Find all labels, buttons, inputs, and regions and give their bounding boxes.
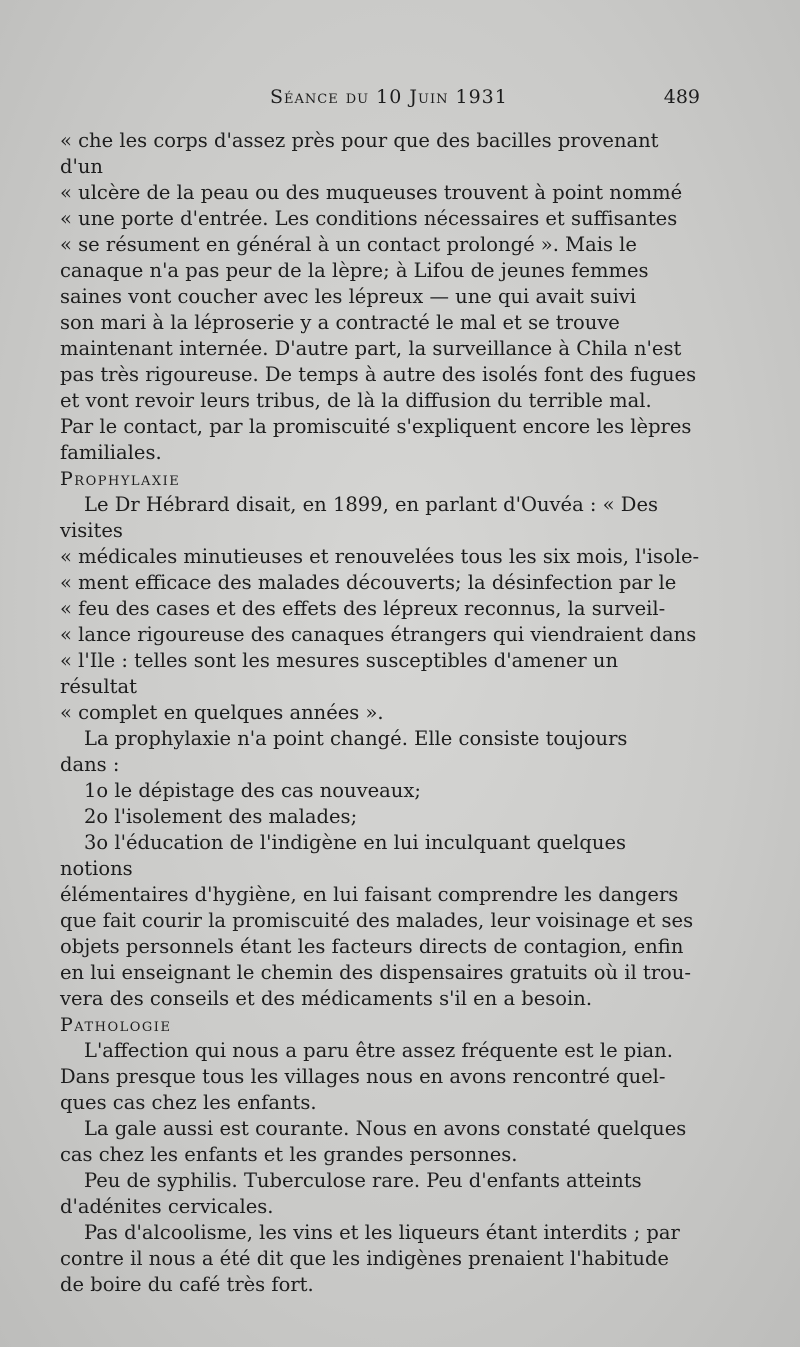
pathologie-paragraph-3: Peu de syphilis. Tuberculose rare. Peu d'enfants atteints d'adénites cervicales. [60,1169,642,1218]
list-item-3: 3o l'éducation de l'indigène en lui inculquant quelques notions élémentaires d'hygiène, en lui faisant comprendre les dangers que fait courir la promiscuité des malades, leur voisinage et ses objets personnels étant les facteurs directs de contagion, enfin en lui enseignant le chemin des dispensaires gratuits où il trou- vera des conseils et des médicaments s'il en a besoin. [60,831,694,1010]
list-item-2: 2o l'isolement des malades; [84,805,358,828]
paragraph-continuation: « che les corps d'assez près pour que des bacilles provenant d'un « ulcère de la peau ou des muqueuses trouvent à point nommé « une porte d'entrée. Les conditions nécessaires et suffisantes « se résument en général à un contact prolongé ». Mais le canaque n'a pas peur de la lèpre; à Lifou de jeunes femmes saines vont coucher avec les lépreux — une qui avait suivi son mari à la léproserie y a contracté le mal et se trouve maintenant internée. D'autre part, la surveillance à Chila n'est pas très rigoureuse. De temps à autre des isolés font des fugues et vont revoir leurs tribus, de là la diffusion du terrible mal. Par le contact, par la promiscuité s'expliquent encore les lèpres familiales. [60,129,697,464]
quote-hebrard: Le Dr Hébrard disait, en 1899, en parlant d'Ouvéa : « Des visites « médicales minutieuses et renouvelées tous les six mois, l'isole- « ment efficace des malades découverts; la désinfection par le « feu des cases et des effets des lépreux reconnus, la surveil- « lance rigoureuse des canaques étrangers qui viendraient dans « l'Ile : telles sont les mesures susceptibles d'amener un résultat « complet en quelques années ». [60,493,700,724]
list-item-1: 1o le dépistage des cas nouveaux; [84,779,421,802]
page-header [60,86,700,116]
section-heading-pathologie: Pathologie [60,1014,172,1036]
pathologie-paragraph-2: La gale aussi est courante. Nous en avons constaté quelques cas chez les enfants et les grandes personnes. [60,1117,687,1166]
running-title: Séance du 10 Juin 1931 [270,86,508,108]
prophylaxie-intro: La prophylaxie n'a point changé. Elle consiste toujours dans : [60,727,628,776]
pathologie-paragraph-1: L'affection qui nous a paru être assez fréquente est le pian. Dans presque tous les villages nous en avons rencontré quel- ques cas chez les enfants. [60,1039,673,1114]
pathologie-paragraph-4: Pas d'alcoolisme, les vins et les liqueurs étant interdits ; par contre il nous a été dit que les indigènes prenaient l'habitude de boire du café très fort. [60,1221,680,1296]
page-body [60,128,700,1298]
page-number: 489 [663,86,700,108]
section-heading-prophylaxie: Prophylaxie [60,468,181,490]
